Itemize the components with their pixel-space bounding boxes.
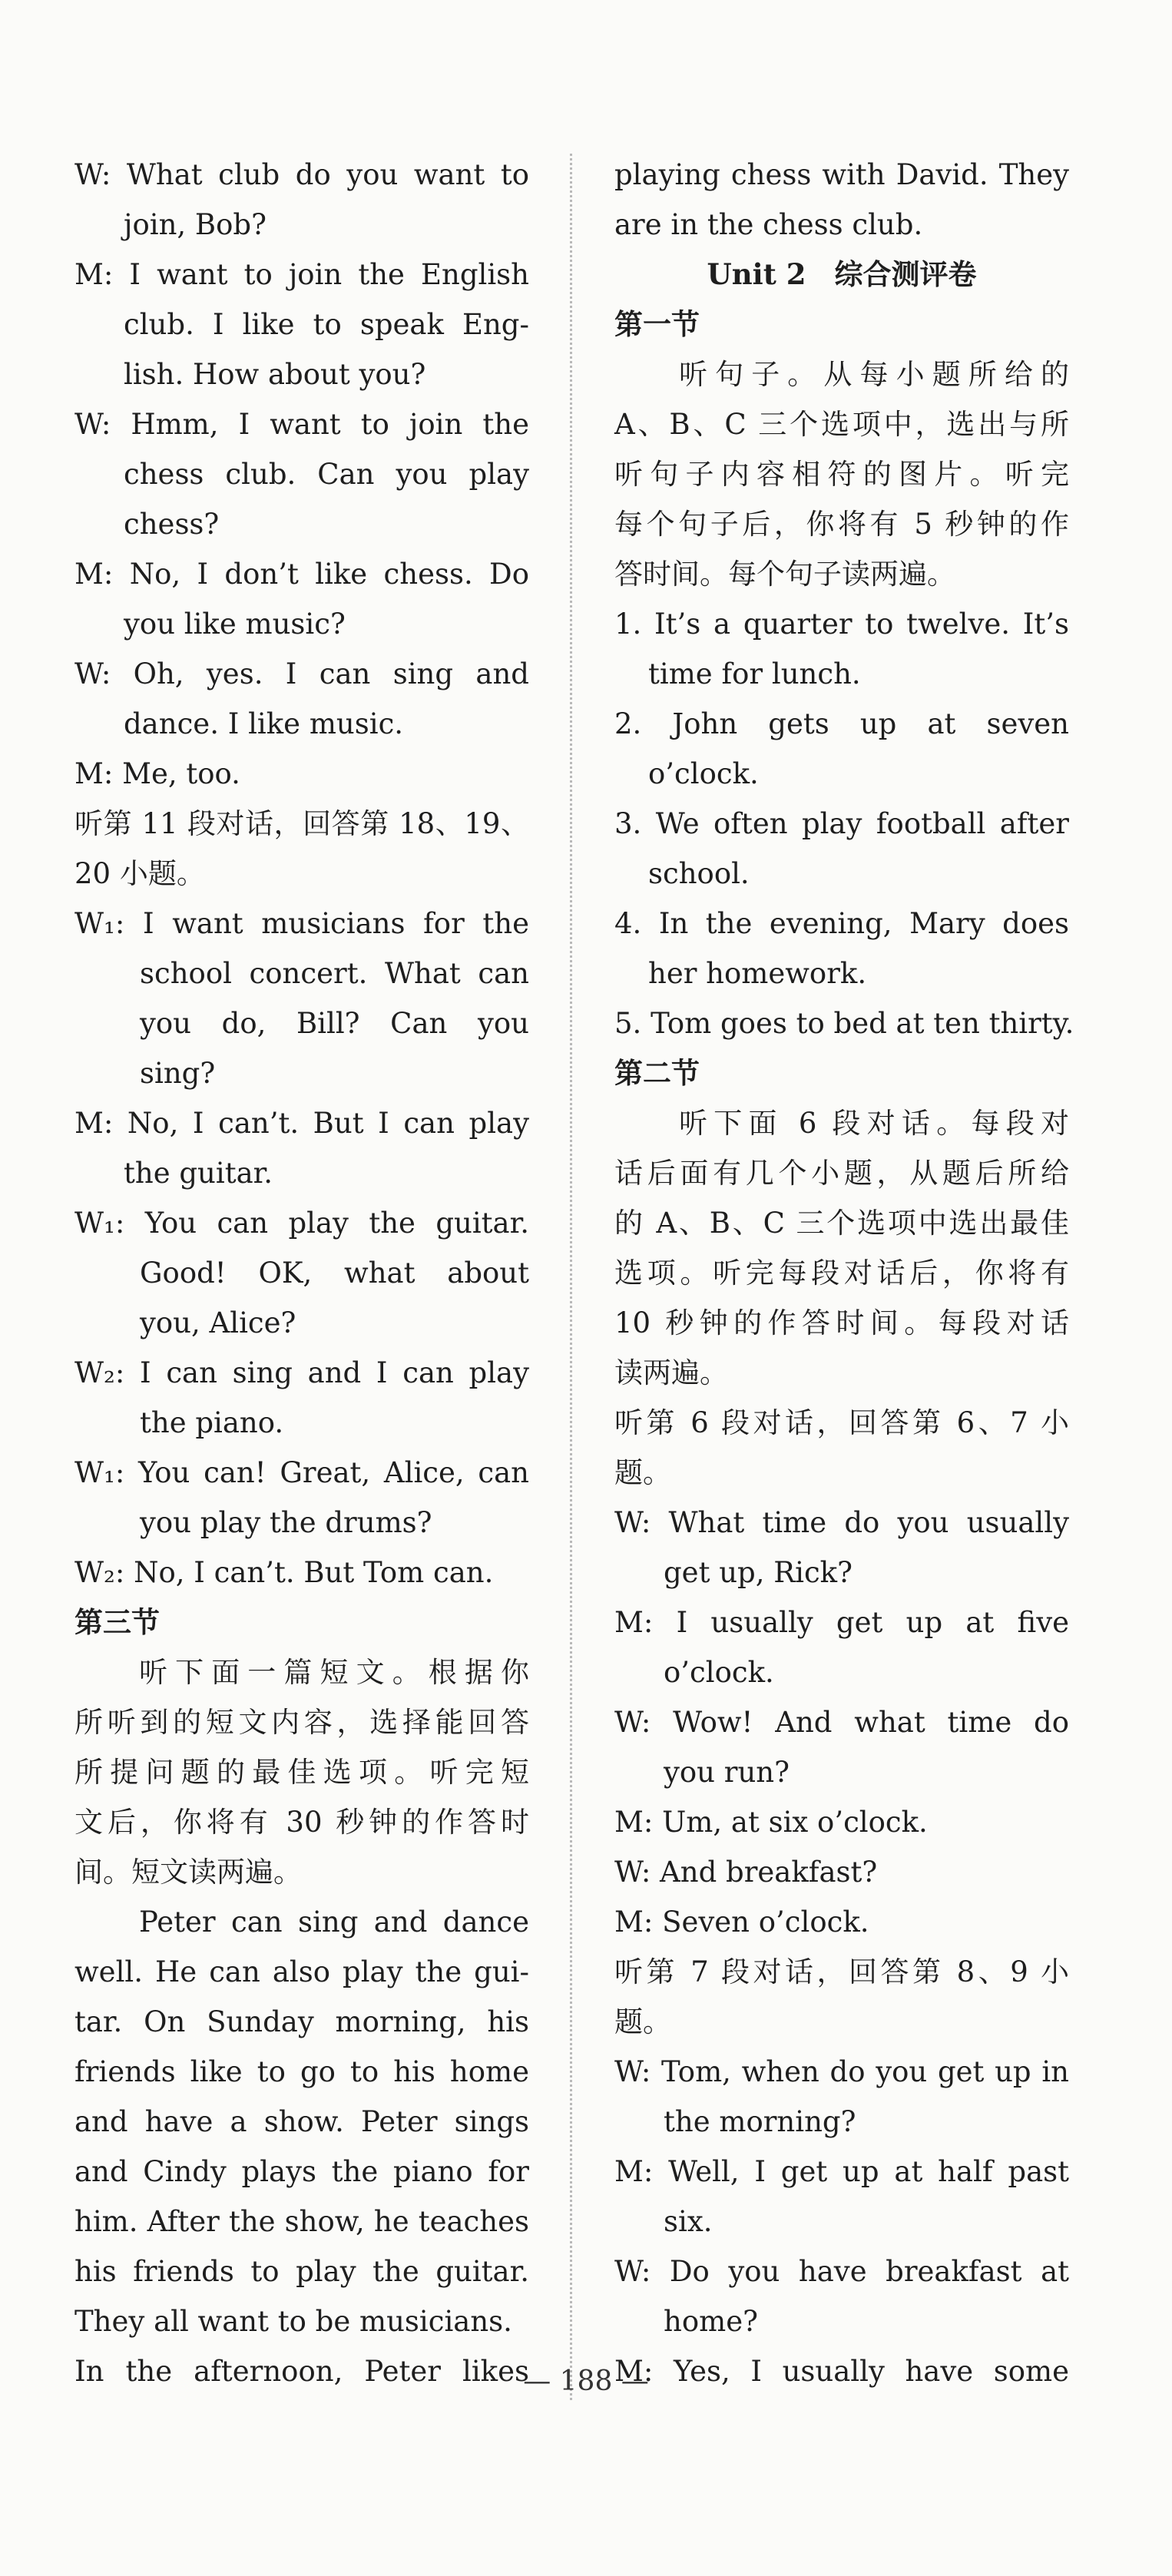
text-line: 2. John gets up at seven [614,707,1069,740]
text-line: 题。 [614,2005,671,2038]
text-line: his friends to play the guitar. [74,2255,529,2288]
text-line: lish. How about you? [124,358,426,391]
text-line: In the afternoon, Peter likes [74,2355,529,2388]
text-line: W: Hmm, I want to join the [74,408,529,441]
text-line: They all want to be musicians. [74,2305,512,2338]
text-line: school. [648,857,750,890]
text-line: W: Wow! And what time do [614,1706,1069,1739]
text-line: W: Oh, yes. I can sing and [74,657,529,690]
text-line: o’clock. [648,757,759,790]
text-line: Good! OK, what about [140,1257,529,1290]
text-line: M: No, I can’t. But I can play [74,1107,529,1140]
text-line: o’clock. [664,1656,774,1689]
text-line: him. After the show, he teaches [74,2205,529,2238]
text-line: sing? [140,1057,216,1090]
text-line: 所听到的短文内容，选择能回答 [74,1706,529,1739]
text-line: W: Tom, when do you get up in [614,2055,1069,2088]
text-line: M: Yes, I usually have some [614,2355,1069,2388]
text-line: 听句子内容相符的图片。听完 [614,458,1069,491]
text-line: 选项。听完每段对话后，你将有 [614,1257,1069,1290]
text-line: playing chess with David. They [614,158,1069,191]
text-line: M: Well, I get up at half past [614,2155,1069,2188]
text-line: and have a show. Peter sings [74,2105,529,2138]
text-line: 每个句子后，你将有 5 秒钟的作 [614,508,1069,541]
text-line: chess club. Can you play [124,458,529,491]
text-line: you, Alice? [140,1306,296,1339]
text-line: the piano. [140,1406,284,1439]
text-line: you like music? [124,608,346,641]
text-line: home? [664,2305,758,2338]
text-line: 4. In the evening, Mary does [614,907,1069,940]
text-line: 听下面 6 段对话。每段对 [679,1107,1069,1140]
text-line: you play the drums? [140,1506,432,1539]
page-number: — 188 — [523,2366,649,2397]
text-line: you run? [664,1756,790,1789]
text-line: M: Um, at six o’clock. [614,1806,928,1839]
text-line: 答时间。每个句子读两遍。 [614,558,955,591]
text-line: time for lunch. [648,657,861,690]
text-line: W: And breakfast? [614,1856,878,1889]
right-column [614,150,1074,2396]
text-line: M: Me, too. [74,757,240,790]
text-line: 读两遍。 [614,1356,728,1389]
text-line: the morning? [664,2105,856,2138]
text-line: W₁: You can! Great, Alice, can [74,1456,529,1489]
text-line: W₁: You can play the guitar. [74,1207,529,1240]
text-line: M: I usually get up at five [614,1606,1069,1639]
text-line: Unit 2 综合测评卷 [707,257,977,291]
text-line: join, Bob? [124,208,267,241]
text-line: 所提问题的最佳选项。听完短 [74,1756,529,1789]
text-line: 听下面一篇短文。根据你 [139,1656,529,1689]
text-line: the guitar. [124,1157,273,1190]
text-line: dance. I like music. [124,707,404,740]
text-line: W: What club do you want to [74,158,529,191]
text-line: chess? [124,508,220,541]
text-line: school concert. What can [140,957,529,990]
text-line: 题。 [614,1456,671,1489]
text-line: 听第 6 段对话，回答第 6、7 小 [614,1406,1069,1439]
text-line: well. He can also play the gui- [74,1955,529,1988]
text-line: you do, Bill? Can you [140,1007,529,1040]
text-line: 1. It’s a quarter to twelve. It’s [614,608,1069,641]
text-line: 第一节 [614,308,700,341]
text-line: Peter can sing and dance [139,1906,529,1939]
text-line: 第二节 [614,1057,700,1090]
column-divider [570,154,572,2400]
text-line: W: What time do you usually [614,1506,1069,1539]
text-line: W₂: I can sing and I can play [74,1356,529,1389]
text-line: her homework. [648,957,867,990]
text-line: 间。短文读两遍。 [74,1856,302,1889]
text-line: 10 秒钟的作答时间。每段对话 [614,1306,1069,1339]
text-line: 听第 7 段对话，回答第 8、9 小 [614,1955,1069,1988]
text-line: M: No, I don’t like chess. Do [74,558,529,591]
text-line: 20 小题。 [74,857,205,890]
text-line: 5. Tom goes to bed at ten thirty. [614,1007,1074,1040]
text-line: tar. On Sunday morning, his [74,2005,529,2038]
text-line: W: Do you have breakfast at [614,2255,1069,2288]
text-line: M: Seven o’clock. [614,1906,869,1939]
text-line: get up, Rick? [664,1556,853,1589]
text-line: friends like to go to his home [74,2055,529,2088]
text-line: W₂: No, I can’t. But Tom can. [74,1556,494,1589]
text-line: M: I want to join the English [74,258,529,291]
text-line: 3. We often play football after [614,807,1069,840]
text-line: 话后面有几个小题，从题后所给 [614,1157,1069,1190]
text-line: 的 A、B、C 三个选项中选出最佳 [614,1207,1069,1240]
text-line: A、B、C 三个选项中，选出与所 [614,408,1069,441]
text-line: 听第 11 段对话，回答第 18、19、 [74,807,529,840]
text-line: and Cindy plays the piano for [74,2155,529,2188]
text-line: 文后，你将有 30 秒钟的作答时 [74,1806,529,1839]
text-line: are in the chess club. [614,208,923,241]
text-line: W₁: I want musicians for the [74,907,529,940]
text-line: six. [664,2205,713,2238]
text-line: 听句子。从每小题所给的 [679,358,1069,391]
text-line: club. I like to speak Eng- [124,308,529,341]
text-line: 第三节 [74,1606,160,1639]
left-column [74,150,529,2396]
